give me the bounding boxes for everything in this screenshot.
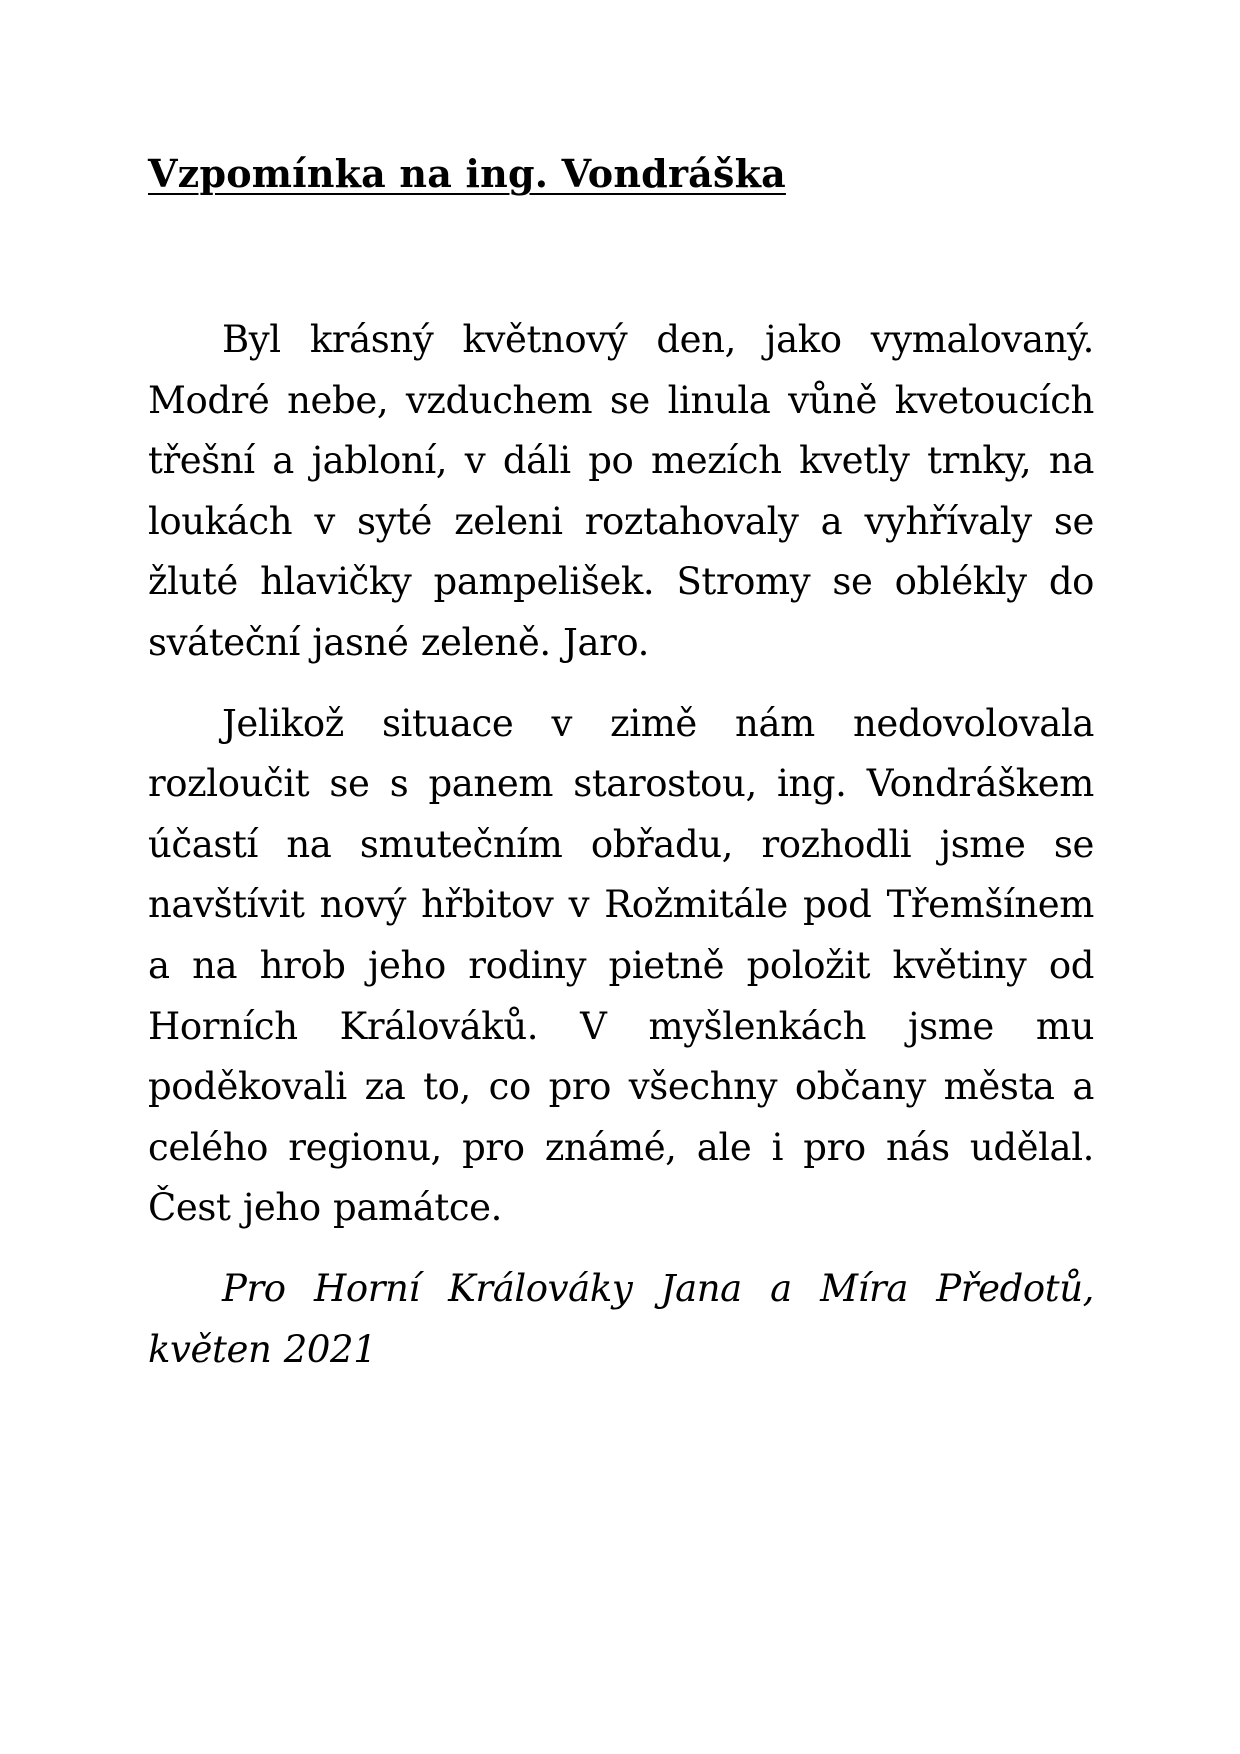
paragraph-memorial: Jelikož situace v zimě nám nedovolovala rozloučit se s panem starostou, ing. Vondráškem účastí na smutečním obřadu, rozhodli jsme se navštívit nový hřbitov v Rožmitále pod Třemšínem a na hrob jeho rodiny pietně položit květiny od Horních Králováků. V myšlenkách jsme mu poděkovali za to, co pro všechny občany města a celého regionu, pro známé, ale i pro nás udělal. Čest jeho památce. bbox=[148, 701, 1094, 1230]
document-body bbox=[148, 310, 1094, 1380]
document-page bbox=[148, 148, 1094, 1400]
document-title: Vzpomínka na ing. Vondráška bbox=[148, 151, 786, 196]
signature: Pro Horní Králováky Jana a Míra Předotů, květen 2021 bbox=[148, 1266, 1094, 1371]
paragraph-spring: Byl krásný květnový den, jako vymalovaný. Modré nebe, vzduchem se linula vůně kvetoucích třešní a jabloní, v dáli po mezích kvetly trnky, na loukách v syté zeleni roztahovaly a vyhřívaly se žluté hlavičky pampelišek. Stromy se oblékly do sváteční jasné zeleně. Jaro. bbox=[148, 318, 1094, 664]
